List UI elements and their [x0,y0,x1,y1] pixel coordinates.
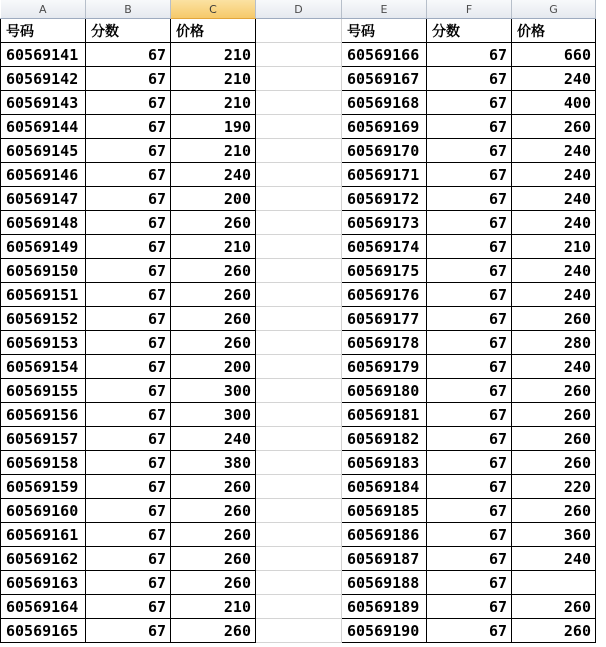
cell-price[interactable]: 240 [512,211,596,235]
cell-number[interactable]: 60569169 [342,115,427,139]
column-header-b[interactable]: B [86,0,171,19]
cell-price[interactable]: 260 [512,427,596,451]
cell-price[interactable]: 260 [512,595,596,619]
cell-price[interactable]: 260 [171,283,256,307]
header-row [1,19,596,43]
cell-score[interactable]: 67 [86,355,171,379]
cell-number[interactable]: 60569149 [1,235,86,259]
cell-price[interactable]: 300 [171,403,256,427]
cell-price[interactable]: 210 [171,91,256,115]
table-row [1,499,596,523]
cell-price[interactable]: 260 [171,499,256,523]
empty-cell[interactable] [256,163,342,187]
table-row [1,43,596,67]
table-row [1,427,596,451]
table-row [1,571,596,595]
cell-number[interactable]: 60569145 [1,139,86,163]
cell-score[interactable]: 67 [86,331,171,355]
cell-score[interactable]: 67 [86,475,171,499]
cell-number[interactable]: 60569148 [1,211,86,235]
cell-number[interactable]: 60569172 [342,187,427,211]
cell-number[interactable]: 60569157 [1,427,86,451]
table-row [1,283,596,307]
cell-score[interactable]: 67 [427,67,512,91]
grid-body [1,19,596,643]
cell-number[interactable]: 60569174 [342,235,427,259]
header-cell-number[interactable]: 号码 [1,19,86,43]
cell-score[interactable]: 67 [86,403,171,427]
empty-cell[interactable] [256,427,342,451]
cell-price[interactable]: 260 [512,499,596,523]
cell-number[interactable]: 60569173 [342,211,427,235]
cell-number[interactable]: 60569175 [342,259,427,283]
cell-score[interactable]: 67 [86,547,171,571]
cell-score[interactable]: 67 [86,307,171,331]
cell-score[interactable]: 67 [427,43,512,67]
table-row [1,619,596,643]
cell-score[interactable]: 67 [427,523,512,547]
cell-score[interactable]: 67 [427,403,512,427]
empty-cell[interactable] [256,67,342,91]
table-row [1,379,596,403]
cell-number[interactable]: 60569158 [1,451,86,475]
empty-cell[interactable] [256,91,342,115]
cell-price[interactable]: 260 [512,619,596,643]
cell-score[interactable]: 67 [427,331,512,355]
cell-price[interactable]: 260 [171,619,256,643]
cell-number[interactable]: 60569154 [1,355,86,379]
cell-score[interactable]: 67 [86,595,171,619]
header-cell-score[interactable]: 分数 [86,19,171,43]
cell-score[interactable]: 67 [86,427,171,451]
cell-score[interactable]: 67 [427,139,512,163]
column-header-c[interactable]: C [171,0,256,19]
table-row [1,115,596,139]
cell-number[interactable]: 60569183 [342,451,427,475]
cell-number[interactable]: 60569151 [1,283,86,307]
cell-price[interactable]: 300 [171,379,256,403]
cell-number[interactable]: 60569178 [342,331,427,355]
cell-price[interactable]: 260 [171,331,256,355]
cell-score[interactable]: 67 [427,283,512,307]
empty-cell[interactable] [256,403,342,427]
header-cell-score[interactable]: 分数 [427,19,512,43]
cell-price[interactable]: 260 [512,307,596,331]
cell-price[interactable]: 210 [171,595,256,619]
table-row [1,187,596,211]
cell-score[interactable]: 67 [86,211,171,235]
table-row [1,307,596,331]
cell-score[interactable]: 67 [86,499,171,523]
cell-number[interactable]: 60569177 [342,307,427,331]
cell-price[interactable]: 210 [171,235,256,259]
empty-cell[interactable] [256,499,342,523]
cell-score[interactable]: 67 [86,91,171,115]
cell-score[interactable]: 67 [86,139,171,163]
cell-number[interactable]: 60569166 [342,43,427,67]
cell-number[interactable]: 60569186 [342,523,427,547]
table-row [1,547,596,571]
cell-price[interactable]: 280 [512,331,596,355]
table-row [1,523,596,547]
cell-price[interactable]: 240 [512,355,596,379]
cell-number[interactable]: 60569146 [1,163,86,187]
cell-price[interactable]: 260 [171,475,256,499]
cell-price[interactable]: 210 [512,235,596,259]
header-cell-price[interactable]: 价格 [171,19,256,43]
cell-price[interactable]: 240 [512,187,596,211]
cell-price[interactable]: 260 [171,259,256,283]
empty-cell[interactable] [256,283,342,307]
cell-price[interactable]: 240 [512,283,596,307]
cell-number[interactable]: 60569170 [342,139,427,163]
empty-cell[interactable] [256,187,342,211]
column-header-e[interactable]: E [342,0,427,19]
cell-number[interactable]: 60569189 [342,595,427,619]
empty-cell[interactable] [256,547,342,571]
cell-score[interactable]: 67 [427,211,512,235]
cell-price[interactable]: 260 [171,523,256,547]
table-row [1,163,596,187]
empty-cell[interactable] [256,523,342,547]
table-row [1,355,596,379]
empty-cell[interactable] [256,235,342,259]
cell-price[interactable]: 260 [171,211,256,235]
cell-number[interactable]: 60569180 [342,379,427,403]
empty-cell[interactable] [256,19,342,43]
cell-price[interactable]: 240 [171,427,256,451]
column-header-row [1,0,596,19]
table-row [1,475,596,499]
cell-price[interactable]: 210 [171,43,256,67]
cell-price[interactable]: 200 [171,187,256,211]
cell-score[interactable]: 67 [427,91,512,115]
empty-cell[interactable] [256,355,342,379]
cell-score[interactable]: 67 [86,163,171,187]
cell-price[interactable]: 240 [171,163,256,187]
cell-price[interactable]: 660 [512,43,596,67]
cell-price[interactable]: 260 [171,307,256,331]
column-header-g[interactable]: G [512,0,596,19]
cell-score[interactable]: 67 [427,163,512,187]
cell-score[interactable]: 67 [427,547,512,571]
cell-number[interactable]: 60569187 [342,547,427,571]
empty-cell[interactable] [256,571,342,595]
table-row [1,91,596,115]
cell-price[interactable]: 260 [512,403,596,427]
cell-price[interactable]: 220 [512,475,596,499]
cell-score[interactable]: 67 [427,571,512,595]
cell-number[interactable]: 60569153 [1,331,86,355]
cell-score[interactable]: 67 [427,187,512,211]
cell-price[interactable]: 260 [512,451,596,475]
cell-score[interactable]: 67 [427,427,512,451]
empty-cell[interactable] [256,475,342,499]
cell-number[interactable]: 60569142 [1,67,86,91]
cell-score[interactable]: 67 [427,307,512,331]
cell-price[interactable]: 380 [171,451,256,475]
cell-number[interactable]: 60569185 [342,499,427,523]
cell-score[interactable]: 67 [86,259,171,283]
cell-number[interactable]: 60569159 [1,475,86,499]
cell-number[interactable]: 60569156 [1,403,86,427]
cell-price[interactable]: 240 [512,67,596,91]
empty-cell[interactable] [256,43,342,67]
empty-cell[interactable] [256,307,342,331]
empty-cell[interactable] [256,379,342,403]
cell-score[interactable]: 67 [86,235,171,259]
column-header-d[interactable]: D [256,0,342,19]
cell-score[interactable]: 67 [427,451,512,475]
cell-number[interactable]: 60569150 [1,259,86,283]
cell-score[interactable]: 67 [86,67,171,91]
cell-price[interactable]: 240 [512,163,596,187]
cell-score[interactable]: 67 [86,283,171,307]
cell-price[interactable]: 260 [171,571,256,595]
cell-number[interactable]: 60569161 [1,523,86,547]
cell-score[interactable]: 67 [427,475,512,499]
cell-price[interactable]: 400 [512,91,596,115]
table-row [1,235,596,259]
table-row [1,139,596,163]
cell-score[interactable]: 67 [427,595,512,619]
cell-number[interactable]: 60569143 [1,91,86,115]
cell-number[interactable]: 60569152 [1,307,86,331]
cell-number[interactable]: 60569182 [342,427,427,451]
cell-price[interactable]: 260 [171,547,256,571]
cell-price[interactable]: 240 [512,259,596,283]
empty-cell[interactable] [256,331,342,355]
cell-number[interactable]: 60569141 [1,43,86,67]
cell-score[interactable]: 67 [86,523,171,547]
cell-number[interactable]: 60569147 [1,187,86,211]
table-row [1,331,596,355]
cell-price[interactable]: 200 [171,355,256,379]
cell-score[interactable]: 67 [86,43,171,67]
cell-score[interactable]: 67 [427,355,512,379]
column-header-f[interactable]: F [427,0,512,19]
cell-number[interactable]: 60569164 [1,595,86,619]
empty-cell[interactable] [256,595,342,619]
table-row [1,259,596,283]
cell-price[interactable]: 360 [512,523,596,547]
table-row [1,211,596,235]
cell-score[interactable]: 67 [86,571,171,595]
column-header-a[interactable]: A [1,0,86,19]
cell-number[interactable]: 60569171 [342,163,427,187]
empty-cell[interactable] [256,451,342,475]
empty-cell[interactable] [256,139,342,163]
cell-score[interactable]: 67 [86,115,171,139]
cell-price[interactable] [512,571,596,595]
empty-cell[interactable] [256,619,342,643]
table-row [1,451,596,475]
empty-cell[interactable] [256,115,342,139]
cell-number[interactable]: 60569160 [1,499,86,523]
cell-score[interactable]: 67 [427,235,512,259]
cell-score[interactable]: 67 [86,619,171,643]
cell-number[interactable]: 60569190 [342,619,427,643]
cell-number[interactable]: 60569184 [342,475,427,499]
empty-cell[interactable] [256,211,342,235]
cell-score[interactable]: 67 [427,499,512,523]
cell-number[interactable]: 60569162 [1,547,86,571]
cell-price[interactable]: 260 [512,379,596,403]
cell-number[interactable]: 60569165 [1,619,86,643]
table-row [1,403,596,427]
cell-number[interactable]: 60569144 [1,115,86,139]
cell-price[interactable]: 240 [512,139,596,163]
cell-score[interactable]: 67 [427,379,512,403]
table-row [1,595,596,619]
cell-score[interactable]: 67 [86,187,171,211]
cell-price[interactable]: 240 [512,547,596,571]
cell-score[interactable]: 67 [86,451,171,475]
header-cell-number[interactable]: 号码 [342,19,427,43]
cell-score[interactable]: 67 [427,619,512,643]
cell-score[interactable]: 67 [427,259,512,283]
cell-score[interactable]: 67 [427,115,512,139]
cell-number[interactable]: 60569155 [1,379,86,403]
cell-number[interactable]: 60569163 [1,571,86,595]
table-row [1,67,596,91]
cell-number[interactable]: 60569188 [342,571,427,595]
empty-cell[interactable] [256,259,342,283]
cell-number[interactable]: 60569181 [342,403,427,427]
cell-number[interactable]: 60569167 [342,67,427,91]
cell-number[interactable]: 60569179 [342,355,427,379]
cell-price[interactable]: 260 [512,115,596,139]
cell-price[interactable]: 210 [171,139,256,163]
cell-number[interactable]: 60569168 [342,91,427,115]
cell-price[interactable]: 210 [171,67,256,91]
cell-score[interactable]: 67 [86,379,171,403]
header-cell-price[interactable]: 价格 [512,19,596,43]
cell-number[interactable]: 60569176 [342,283,427,307]
cell-price[interactable]: 190 [171,115,256,139]
